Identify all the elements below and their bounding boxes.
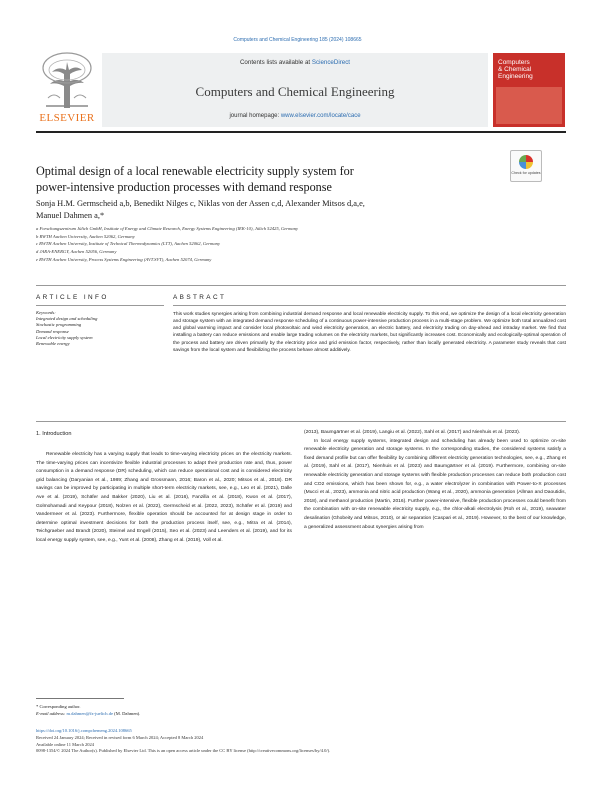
check-for-updates-badge[interactable] [510, 150, 542, 182]
publisher-name: ELSEVIER [39, 112, 95, 124]
homepage-prefix: journal homepage: [229, 113, 281, 119]
keyword: Renewable energy [36, 341, 70, 347]
email-link[interactable]: m.dahmen@fz-juelich.de [66, 711, 114, 717]
email-label: E-mail address: [36, 711, 67, 717]
doi-link[interactable]: https://doi.org/10.1016/j.compchemeng.2024.108665 [36, 728, 132, 733]
contents-prefix: Contents lists available at [239, 59, 312, 66]
body-rule [36, 421, 566, 422]
introduction-heading: 1. Introduction [36, 431, 72, 437]
footnotes [36, 703, 336, 717]
affiliation-rule [36, 285, 566, 286]
homepage-link[interactable]: www.elsevier.com/locate/cace [280, 113, 361, 119]
affiliations [36, 225, 566, 264]
affiliation-a: a Forschungszentrum Jülich GmbH, Institute of Energy and Climate Research, Energy Systems Engineering (IEK-10), Jülich 52425, Germany [36, 226, 299, 231]
header-rule [36, 131, 566, 133]
elsevier-tree-icon [36, 48, 98, 110]
body-column-right [304, 429, 566, 532]
article-info-rule [36, 305, 164, 306]
journal-cover [493, 53, 565, 127]
contents-line [102, 59, 488, 66]
journal-title: Computers and Chemical Engineering [195, 84, 395, 99]
journal-citation[interactable]: Computers and Chemical Engineering 185 (2024) 108665 [233, 37, 362, 43]
abstract-body: This work studies synergies arising from combining industrial demand response and local renewable electricity supply. To this end, we optimize the design of a local electricity generation and storage system with an integrated demand response scheduling of a continuous power-intensive production process in a multi-stage problem. We optimize both total annualized cost and global warming impact and consider local photovoltaic and wind electricity generation, an electric battery, and electricity trading on day-ahead and intraday market. We find that installing a battery can reduce emissions and enable large trading volumes on the electricity markets, but significantly increases cost. Economically and ecologically-optimal operation of the process and battery are driven primarily by the electricity price and grid emission factor, respectively, rather than locally generated electricity. A parameter study reveals that cost savings from the local system and flexibilizing the process behave almost additively. [173, 312, 566, 353]
body-paragraph: Renewable electricity has a varying supply that leads to time-varying electricity prices on the electricity markets. The time-varying prices can incentivize flexible industrial processes to adapt their production rate and, thus, power consumption in a demand response (DR) scheduling, which can reduce operational cost and is considered electricity grid balancing (Daryanian et al., 1989; Zhang and Grossmann, 2016; Baron et al., 2020; Mitsos et al., 2018). DR savings can be improved by participating in multiple short-term electricity markets, see, e.g., Leo et al. (2021), Dalle Ave et al. (2019), Schäfer and Bakker (2020), Liu et al. (2016), Fanzilla et al. (2018), Kwon et al. (2017), Golmohamadi and Keypour (2018), Nolzen et al. (2022), Germscheid et al. (2022, 2023), Schäfer et al. (2019) and Vandermeer et al. (2023). Furthermore, flexible operation should be accounted for at design stage in order to determine optimal investment decisions for both the production process itself, see, e.g., Mitra et al. (2014), Teichgraeber and Brandt (2020), Steimel and Engell (2015), Seo et al. (2023) and Leenders et al. (2019), and for its local energy supply system, see, e.g., Yunt et al. (2008), Zhang et al. (2019), Voll et al. [36, 452, 292, 543]
received-dates: Received 24 January 2024; Received in revised form 6 March 2024; Accepted 8 March 2024 [36, 734, 204, 740]
email-note [36, 710, 336, 717]
elsevier-logo [36, 48, 98, 130]
paper-title [36, 163, 476, 195]
body-paragraph: In local energy supply systems, integrated design and scheduling has already been used to optimize on-site renewable electricity generation and storage systems. In the corresponding studies, the considered systems satisfy a fixed demand profile but can offer flexibility by combining different electricity generation technologies, see, e.g., Zhang et al. (2019), Sahl et al. (2017), Nienhuis et al. (2023) and Baumgärtner et al. (2019). Furthermore, combining on-site renewable electricity generation and storage systems with flexible production processes can reduce both production cost and CO2 emissions, which has been shown for, e.g., a water electrolyzer in combination with Power-to-X processes (Mucci et al., 2023), ammonia and nitric acid production (Wang et al., 2020), ammonia generation (Allman and Daoutidis, 2018), and methanol production (Martin, 2016). Further power-intensive, flexible production processes could benefit from the combination with on-site renewable electricity supply, e.g., the chlor-alkali electrolysis (Roh et al., 2019), seawater desalination (Ghobeity and Mitsos, 2010), or air separation (Caspari et al., 2019). However, to the best of our knowledge, a generalized assessment about synergies arising from [304, 438, 566, 530]
affiliation-b: b RWTH Aachen University, Aachen 52062, Germany [36, 233, 135, 239]
keyword: Demand response [36, 328, 69, 334]
abstract-rule [173, 305, 566, 306]
affiliation-e: e RWTH Aachen University, Process Systems Engineering (AVT.SVT), Aachen 52074, Germany [36, 256, 212, 262]
body-paragraph: (2013), Baumgärtner et al. (2019), Langiu et al. (2022), Sahl et al. (2017) and Nienhuis et al. (2023). [304, 430, 521, 435]
keyword: Stochastic programming [36, 322, 82, 328]
authors-line-2: Manuel Dahmen a,* [36, 210, 105, 220]
sciencedirect-link[interactable]: ScienceDirect [311, 59, 351, 66]
keyword: Local electricity supply system [36, 334, 93, 340]
keyword: Integrated design and scheduling [36, 316, 98, 322]
footnote-rule [36, 698, 124, 699]
author-list [36, 198, 556, 221]
available-online: Available online 11 March 2024 [36, 741, 94, 747]
article-info-heading: ARTICLE INFO [36, 294, 109, 301]
authors-line-1: Sonja H.M. Germscheid a,b, Benedikt Nilges c, Niklas von der Assen c,d, Alexander Mitsos d,a,e, [36, 199, 365, 208]
body-column-left [36, 451, 292, 546]
publication-info [36, 728, 566, 755]
keywords-label: Keywords: [36, 310, 56, 315]
crossmark-icon [519, 155, 533, 169]
keywords-list [36, 310, 164, 347]
affiliation-c: c RWTH Aachen University, Institute of Technical Thermodynamics (LTT), Aachen 52062, Germany [36, 241, 220, 247]
paper-title-line-1: Optimal design of a local renewable electricity supply system for [36, 164, 354, 178]
affiliation-d: d JARA-ENERGY, Aachen 52056, Germany [36, 249, 117, 255]
corresponding-author-note: * Corresponding author. [36, 704, 81, 709]
paper-title-line-2: power-intensive production processes with demand response [36, 180, 332, 194]
cover-title: Computers & Chemical Engineering [498, 59, 533, 80]
abstract-heading: ABSTRACT [173, 294, 227, 301]
email-suffix: (M. Dahmen). [113, 711, 141, 717]
homepage-line [102, 113, 488, 119]
crossmark-label: Check for updates [511, 171, 541, 175]
cover-graphic [496, 87, 562, 124]
license-line: 0098-1354/© 2024 The Author(s). Published by Elsevier Ltd. This is an open access article under the CC BY license (http://creativecommons.org/licenses/by/4.0/). [36, 748, 331, 754]
